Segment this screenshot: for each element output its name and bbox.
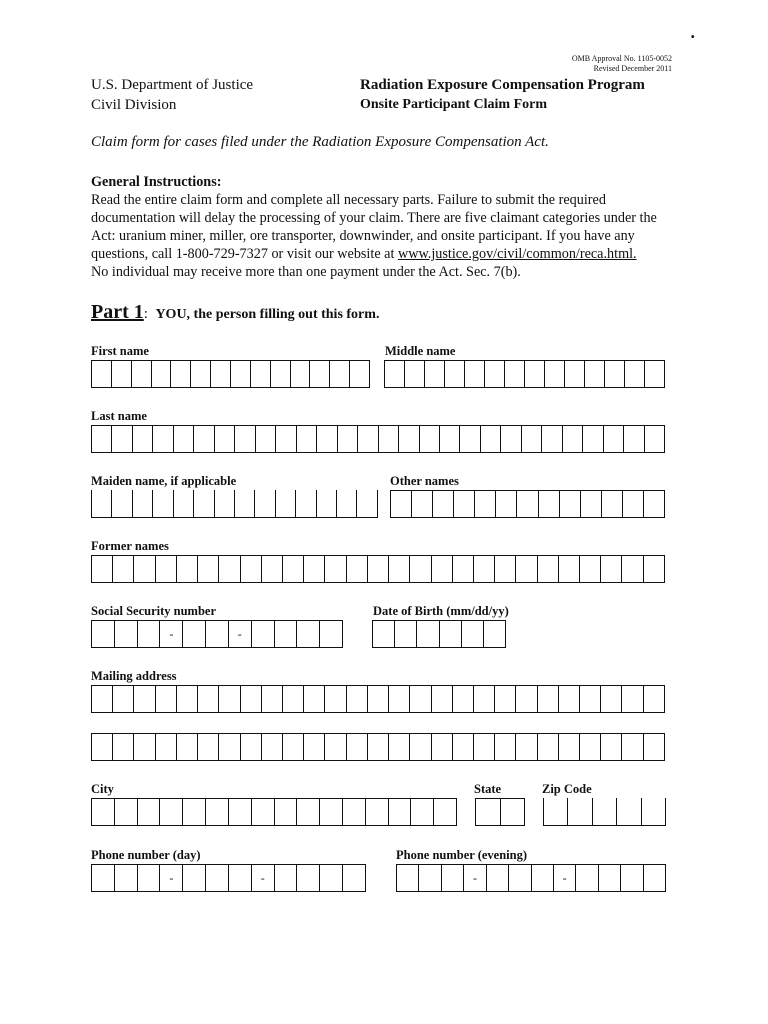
instructions-heading: General Instructions: [91,174,222,190]
char-box[interactable] [262,734,283,760]
char-box[interactable] [347,734,368,760]
char-box[interactable] [206,865,229,891]
char-box[interactable] [583,426,603,452]
char-box[interactable] [399,426,419,452]
char-box[interactable] [474,734,495,760]
char-box[interactable] [183,799,206,825]
omb-approval [572,54,672,74]
instructions-line [91,245,701,263]
char-box[interactable] [194,426,214,452]
char-box[interactable] [112,490,132,517]
char-box[interactable] [115,621,138,647]
char-box[interactable] [544,798,568,825]
char-box[interactable] [389,799,412,825]
char-box[interactable] [475,491,496,517]
char-box[interactable] [580,734,601,760]
char-box[interactable] [241,686,262,712]
char-box[interactable] [432,686,453,712]
char-box[interactable] [559,686,580,712]
char-box[interactable] [559,556,580,582]
char-box[interactable] [505,361,525,387]
char-box[interactable] [621,865,643,891]
char-box[interactable] [496,491,517,517]
char-box[interactable] [153,490,173,517]
char-box[interactable] [177,686,198,712]
char-box[interactable] [453,686,474,712]
part-number: Part 1 [91,301,144,323]
char-box[interactable] [411,799,434,825]
char-box[interactable] [191,361,211,387]
char-box[interactable] [644,556,664,582]
char-box[interactable] [516,686,537,712]
char-box[interactable] [231,361,251,387]
char-box[interactable] [291,361,311,387]
char-box[interactable] [445,361,465,387]
char-box[interactable] [338,426,358,452]
char-box[interactable] [229,799,252,825]
char-box[interactable] [177,556,198,582]
char-box[interactable] [580,556,601,582]
char-box[interactable] [112,426,132,452]
char-box[interactable] [560,491,581,517]
char-box[interactable] [320,621,342,647]
char-box[interactable] [389,734,410,760]
other-names-boxes[interactable] [390,490,665,518]
department-block [91,75,253,115]
char-box[interactable] [440,621,462,647]
char-box[interactable] [495,686,516,712]
ssn-boxes[interactable] [91,620,343,648]
char-box[interactable] [350,361,369,387]
char-box[interactable] [235,490,255,517]
char-box[interactable] [453,556,474,582]
website-link[interactable]: www.justice.gov/civil/common/reca.html. [397,246,637,262]
other-names-label: Other names [390,474,459,488]
corner-dot: . [690,22,695,42]
char-box[interactable] [593,798,617,825]
phone-day-boxes[interactable] [91,864,366,892]
instructions-line: Read the entire claim form and complete all necessary parts. Failure to submit the required [91,192,606,208]
char-box[interactable] [568,798,592,825]
char-box[interactable] [198,686,219,712]
char-box[interactable] [174,426,194,452]
char-box[interactable] [501,426,521,452]
char-box[interactable] [219,734,240,760]
char-box[interactable] [206,799,229,825]
char-box[interactable] [412,491,433,517]
zip-label: Zip Code [542,782,592,796]
char-box[interactable] [645,426,664,452]
phone-evening-boxes[interactable] [396,864,666,892]
char-box[interactable] [425,361,445,387]
city-label: City [91,782,114,796]
char-box[interactable] [509,865,531,891]
char-box[interactable] [358,426,378,452]
char-box[interactable] [454,491,475,517]
char-box[interactable] [410,556,431,582]
middle-name-boxes[interactable] [384,360,665,388]
char-box[interactable] [420,426,440,452]
char-box[interactable] [347,556,368,582]
former-names-label: Former names [91,539,169,553]
char-box[interactable] [235,426,255,452]
char-box[interactable] [275,621,298,647]
dash-separator: - [464,865,486,891]
char-box[interactable] [395,621,417,647]
char-box[interactable] [599,865,621,891]
char-box[interactable] [622,556,643,582]
char-box[interactable] [485,361,505,387]
char-box[interactable] [113,686,134,712]
char-box[interactable] [644,734,664,760]
char-box[interactable] [112,361,132,387]
part-title: YOU, the person filling out this form. [155,307,380,322]
char-box[interactable] [417,621,439,647]
char-box[interactable] [252,621,275,647]
char-box[interactable] [432,556,453,582]
char-box[interactable] [215,426,235,452]
char-box[interactable] [262,686,283,712]
char-box[interactable] [410,686,431,712]
char-box[interactable] [357,490,376,517]
revision-date: Revised December 2011 [593,64,672,73]
char-box[interactable] [113,556,134,582]
char-box[interactable] [389,686,410,712]
char-box[interactable] [92,490,112,517]
char-box[interactable] [115,865,138,891]
part1-heading [91,301,379,324]
char-box[interactable] [271,361,291,387]
char-box[interactable] [297,621,320,647]
char-box[interactable] [644,865,665,891]
char-box[interactable] [92,686,113,712]
char-box[interactable] [601,734,622,760]
mailing-address-line1-boxes[interactable] [91,685,665,713]
last-name-boxes[interactable] [91,425,665,453]
zip-boxes[interactable] [543,798,666,826]
ssn-label: Social Security number [91,604,216,618]
char-box[interactable] [325,556,346,582]
dash-separator: - [229,621,252,647]
form-title: Onsite Participant Claim Form [360,97,548,112]
char-box[interactable] [92,734,113,760]
char-box[interactable] [538,734,559,760]
middle-name-label: Middle name [385,344,456,358]
char-box[interactable] [539,491,560,517]
char-box[interactable] [419,865,441,891]
char-box[interactable] [516,556,537,582]
char-box[interactable] [132,361,152,387]
char-box[interactable] [276,426,296,452]
char-box[interactable] [320,865,343,891]
char-box[interactable] [434,799,456,825]
char-box[interactable] [624,426,644,452]
char-box[interactable] [330,361,350,387]
maiden-name-boxes[interactable] [91,490,378,518]
char-box[interactable] [585,361,605,387]
char-box[interactable] [642,798,665,825]
instructions-line: Act: uranium miner, miller, ore transporter, downwinder, and onsite participant. If you have any [91,228,635,244]
char-box[interactable] [138,799,161,825]
char-box[interactable] [252,799,275,825]
part-colon: : [143,306,148,322]
char-box[interactable] [576,865,598,891]
dash-separator: - [160,621,183,647]
char-box[interactable] [501,799,525,825]
char-box[interactable] [283,734,304,760]
char-box[interactable] [605,361,625,387]
char-box[interactable] [565,361,585,387]
char-box[interactable] [368,686,389,712]
form-subtitle: Claim form for cases filed under the Radiation Exposure Compensation Act. [91,134,549,150]
char-box[interactable] [92,556,113,582]
char-box[interactable] [563,426,583,452]
char-box[interactable] [465,361,485,387]
char-box[interactable] [368,556,389,582]
char-box[interactable] [453,734,474,760]
char-box[interactable] [347,686,368,712]
char-box[interactable] [211,361,231,387]
char-box[interactable] [337,490,357,517]
char-box[interactable] [183,621,206,647]
char-box[interactable] [405,361,425,387]
char-box[interactable] [138,621,161,647]
general-instructions [91,173,701,281]
char-box[interactable] [601,556,622,582]
char-box[interactable] [525,361,545,387]
dob-boxes[interactable] [372,620,506,648]
char-box[interactable] [283,686,304,712]
char-box[interactable] [297,799,320,825]
char-box[interactable] [373,621,395,647]
char-box[interactable] [391,491,412,517]
char-box[interactable] [622,686,643,712]
char-box[interactable] [320,799,343,825]
char-box[interactable] [487,865,509,891]
char-box[interactable] [440,426,460,452]
program-block [360,75,645,115]
char-box[interactable] [474,556,495,582]
last-name-label: Last name [91,409,147,423]
char-box[interactable] [617,798,641,825]
char-box[interactable] [601,686,622,712]
char-box[interactable] [532,865,554,891]
char-box[interactable] [317,426,337,452]
char-box[interactable] [325,686,346,712]
char-box[interactable] [160,799,183,825]
state-boxes[interactable] [475,798,525,826]
char-box[interactable] [432,734,453,760]
char-box[interactable] [310,361,330,387]
char-box[interactable] [622,734,643,760]
char-box[interactable] [623,491,644,517]
char-box[interactable] [545,361,565,387]
phone-evening-label: Phone number (evening) [396,848,528,862]
char-box[interactable] [134,556,155,582]
phone-day-label: Phone number (day) [91,848,201,862]
char-box[interactable] [206,621,229,647]
omb-number: OMB Approval No. 1105-0052 [571,54,672,63]
char-box[interactable] [177,734,198,760]
char-box[interactable] [92,799,115,825]
char-box[interactable] [92,361,112,387]
char-box[interactable] [255,490,275,517]
char-box[interactable] [645,361,664,387]
char-box[interactable] [385,361,405,387]
char-box[interactable] [481,426,501,452]
char-box[interactable] [460,426,480,452]
char-box[interactable] [256,426,276,452]
char-box[interactable] [580,686,601,712]
char-box[interactable] [92,865,115,891]
state-label: State [474,782,502,796]
char-box[interactable] [115,799,138,825]
first-name-boxes[interactable] [91,360,370,388]
char-box[interactable] [495,556,516,582]
char-box[interactable] [625,361,645,387]
char-box[interactable] [397,865,419,891]
char-box[interactable] [198,734,219,760]
char-box[interactable] [644,686,664,712]
char-box[interactable] [183,865,206,891]
dob-label: Date of Birth (mm/dd/yy) [373,604,509,618]
char-box[interactable] [133,490,153,517]
department-name: U.S. Department of Justice [91,77,254,93]
first-name-label: First name [91,344,149,358]
char-box[interactable] [495,734,516,760]
instructions-line: documentation will delay the processing of your claim. There are five claimant categories under the [91,210,657,226]
char-box[interactable] [153,426,173,452]
char-box[interactable] [581,491,602,517]
char-box[interactable] [133,426,153,452]
char-box[interactable] [379,426,399,452]
char-box[interactable] [304,686,325,712]
char-box[interactable] [474,686,495,712]
char-box[interactable] [219,556,240,582]
char-box[interactable] [92,426,112,452]
char-box[interactable] [275,799,298,825]
char-box[interactable] [251,361,271,387]
former-names-boxes[interactable] [91,555,665,583]
char-box[interactable] [559,734,580,760]
char-box[interactable] [433,491,454,517]
char-box[interactable] [304,556,325,582]
division-name: Civil Division [91,97,177,113]
char-box[interactable] [325,734,346,760]
char-box[interactable] [215,490,235,517]
char-box[interactable] [113,734,134,760]
mailing-address-label: Mailing address [91,669,177,683]
program-title: Radiation Exposure Compensation Program [360,77,645,93]
char-box[interactable] [604,426,624,452]
char-box[interactable] [219,686,240,712]
char-box[interactable] [517,491,538,517]
char-box[interactable] [241,556,262,582]
char-box[interactable] [368,734,389,760]
mailing-address-line2-boxes[interactable] [91,733,665,761]
char-box[interactable] [366,799,389,825]
char-box[interactable] [198,556,219,582]
char-box[interactable] [542,426,562,452]
char-box[interactable] [134,734,155,760]
instructions-text: questions, call 1-800-729-7327 or visit our website at [91,246,398,262]
char-box[interactable] [156,686,177,712]
char-box[interactable] [276,490,296,517]
char-box[interactable] [410,734,431,760]
char-box[interactable] [476,799,501,825]
char-box[interactable] [241,734,262,760]
char-box[interactable] [283,556,304,582]
char-box[interactable] [297,865,320,891]
dash-separator: - [160,865,183,891]
char-box[interactable] [522,426,542,452]
char-box[interactable] [538,686,559,712]
char-box[interactable] [343,865,365,891]
char-box[interactable] [134,686,155,712]
char-box[interactable] [156,734,177,760]
instructions-line: No individual may receive more than one payment under the Act. Sec. 7(b). [91,264,521,280]
char-box[interactable] [138,865,161,891]
char-box[interactable] [602,491,623,517]
char-box[interactable] [343,799,366,825]
char-box[interactable] [174,490,194,517]
dash-separator: - [252,865,275,891]
char-box[interactable] [171,361,191,387]
char-box[interactable] [262,556,283,582]
char-box[interactable] [152,361,172,387]
char-box[interactable] [644,491,664,517]
char-box[interactable] [516,734,537,760]
char-box[interactable] [275,865,298,891]
char-box[interactable] [92,621,115,647]
char-box[interactable] [297,426,317,452]
char-box[interactable] [484,621,505,647]
char-box[interactable] [442,865,464,891]
char-box[interactable] [296,490,316,517]
char-box[interactable] [156,556,177,582]
char-box[interactable] [462,621,484,647]
char-box[interactable] [194,490,214,517]
char-box[interactable] [229,865,252,891]
char-box[interactable] [538,556,559,582]
city-boxes[interactable] [91,798,457,826]
maiden-name-label: Maiden name, if applicable [91,474,237,488]
dash-separator: - [554,865,576,891]
char-box[interactable] [389,556,410,582]
char-box[interactable] [304,734,325,760]
char-box[interactable] [317,490,337,517]
